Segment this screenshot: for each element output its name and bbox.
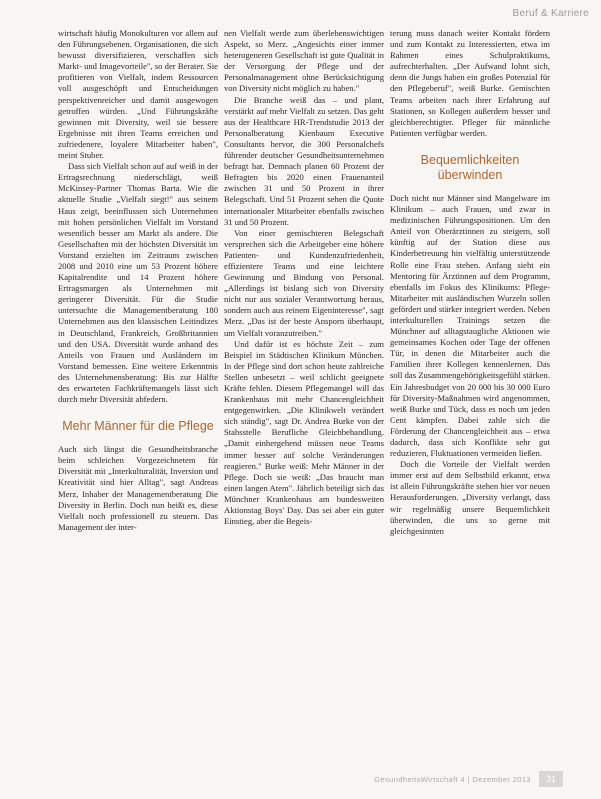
paragraph: Doch nicht nur Männer sind Mangelware im Klinikum – auch Frauen, und zwar in medizinischen Führungspositionen. Um den Anteil von Oberärztinnen zu steigern, soll künftig auf der Station diese aus Kinderbetreuung hin vielfältig unterstützende Rolle eine Frau stehen. Anfang sieht ein Mentoring für Ärztinnen auf dem Programm, ebenfalls im Fokus des Klinikums: Pflege-Mitarbeiter mit ausländischen Wurzeln sollen gefördert und stärker integriert werden. Neben interkulturellen Trainings setzen die Münchner auf alltagstaugliche Aktionen wie gemeinsames Kochen oder Tage der offenen Tür, in denen die Mitarbeiter auch die Familien ihrer Kollegen kennenlernen. Das soll das Zusammengehörigkeitsgefühl stärken. Ein Jahresbudget von 20 000 bis 30 000 Euro für Diversity-Maßnahmen wird angenommen, weiß Burke und Tück, dass es noch um jeden Cent kämpfen. Dabei zahle sich die Förderung der Chancengleichheit aus – etwa dadurch, dass sich Konflikte sehr gut reduzieren, Fluktuationen vermeiden ließen. bbox=[390, 192, 550, 459]
paragraph: Auch sich längst die Gesundheitsbranche beim schleichen Vorgezeichnetem für Diversität mit „Interkulturalität, Inversion und Kreativität sind hier Alltag", sagt Andreas Merz, Inhaber der Managementberatung Die Diversity in Berlin. Doch nun heißt es, diese Vielfalt noch professionell zu steuern. Das Management der inter- bbox=[58, 444, 218, 532]
section-header: Beruf & Karriere bbox=[512, 8, 589, 19]
column-1 bbox=[58, 28, 218, 756]
paragraph: nen Vielfalt werde zum überlebenswichtigen Aspekt, so Merz. „Angesichts einer immer heterogeneren Gesellschaft ist gute Qualität in der Versorgung der Pflege und der Personalmanagement ohne Berücksichtigung von Diversity nicht möglich zu haben." bbox=[224, 28, 384, 94]
paragraph: wirtschaft häufig Monokulturen vor allem auf den Führungsebenen. Organisationen, die sich bewusst diversifizieren, verschaffen sich Markt- und Imagevorteile", so der Berater. Sie profitieren von Vielfalt, indem Ressourcen voll ausgeschöpft und Entscheidungen perspektivenreicher und damit ausgewogen getroffen würden. „Und Führungskräfte gewinnen mit Diversity, weil sie bessere Ergebnisse mit ihren Teams erreichen und zufriedenere, loyalere Mitarbeiter haben", meint Stuber. bbox=[58, 28, 218, 161]
article-body bbox=[58, 28, 550, 756]
subheading-mehr-maenner: Mehr Männer für die Pflege bbox=[62, 419, 214, 434]
paragraph: Dass sich Vielfalt schon auf auf weiß in der Ertragsrechnung niederschlägt, weiß McKinsey-Partner Thomas Barta. Wie die aktuelle Studie „Vielfalt siegt!" aus seinem Haus zeigt, beeinflussen sich Unternehmen mit hohen persönlichen Vielfalt im Vorstand wesentlich besser am Markt als andere. Die Gesellschaften mit der höchsten Diversität im Vorstand erzielten im Zeitraum zwischen 2008 und 2010 eine um 53 Prozent höhere Kapitalrendite und 14 Prozent höhere Ertragsmargen als Unternehmen mit geringerer Diversität. Für die Studie untersuchte die Managementberatung 180 Unternehmen aus den klassischen Leitindizes in Deutschland, Frankreich, Großbritannien und den USA. Diversität wurde anhand des Anteils von Frauen und Ausländern im Vorstand bemessen. Eine weitere Erkenntnis des Unternehmensberatung: Bis zur Hälfte des erwarteten Fachkräftemangels lässt sich durch mehr Diversität abfedern. bbox=[58, 161, 218, 405]
column-3 bbox=[390, 28, 550, 756]
page-number: 31 bbox=[539, 771, 563, 787]
paragraph: Doch die Vorteile der Vielfalt werden immer erst auf dem Selbstbild erkannt, etwa ist allein Führungskräfte stehen hier vor neuen Herausforderungen. „Diversity verlangt, dass wir regelmäßig unsere Bequemlichkeit überwinden, die uns so gerne mit gleichgesinnten bbox=[390, 459, 550, 536]
page-footer bbox=[0, 769, 601, 791]
paragraph: Die Branche weiß das – und plant, verstärkt auf mehr Vielfalt zu setzen. Das geht aus der Healthcare HR-Trendstudie 2013 der Personalberatung Kienbaum Executive Consultants hervor, die 300 Personalchefs führender deutscher Gesundheitsunternehmen befragt hat. Demnach planen 60 Prozent der Befragten bis 2020 einen Frauenanteil zwischen 31 und 50 Prozent in ihrer Belegschaft. Und 51 Prozent sehen die Quote internationaler Mitarbeiter ebenfalls zwischen 31 und 50 Prozent. bbox=[224, 94, 384, 227]
paragraph: terung muss danach weiter Kontakt fördern und zum Kontakt zu Interessierten, etwa im Rahmen eines Schulpraktikums, aufrechterhalten. „Der Aufwand lohnt sich, denn die Jungs haben ein großes Potenzial für den Pflegeberuf", weiß Burke. Gemischten Teams arbeiten nach ihrer Erfahrung auf Stationen, so Kollegen außerdem besser und gleichberechtigter. Pfleger für männliche Patienten verfügbar werden. bbox=[390, 28, 550, 138]
paragraph: Und dafür ist es höchste Zeit – zum Beispiel im Städtischen Klinikum München. In der Pflege sind dort schon heute zahlreiche Stellen unbesetzt – weil schlicht geeignete Kräfte fehlen. Diesem Pflegemangel will das Krankenhaus mit mehr Chancengleichheit entgegenwirken. „Die Klinikwelt verändert sich ständig", sagt Dr. Andrea Burke von der Stabsstelle Berufliche Gleichbehandlung. „Damit einhergehend müssen neue Teams immer besser auf solche Veränderungen reagieren." Burke weiß: Mehr Männer in der Pflege. Doch sie weiß: „Das braucht man einen langen Atem". Jährlich beteiligt sich das Münchner Krankenhaus am bundesweiten Aktionstag Boys' Day. Das sei aber ein guter Einstieg, aber die Begeis- bbox=[224, 338, 384, 527]
paragraph: Von einer gemischteren Belegschaft versprechen sich die Arbeitgeber eine höhere Patienten- und Kundenzufriedenheit, effizientere Teams und eine leichtere Gewinnung und Bindung von Personal. „Allerdings ist bislang sich von Diversity nicht nur aus sozialer Verantwortung heraus, sondern auch aus reinem Eigeninteresse", sagt Merz. „Das ist der beste Ansporn überhaupt, um Vielfalt voranzutreiben." bbox=[224, 227, 384, 338]
column-2 bbox=[224, 28, 384, 756]
subheading-bequemlichkeiten: Bequemlichkeiten überwinden bbox=[420, 152, 520, 182]
publication-line: GesundheitsWirtschaft 4 | Dezember 2013 bbox=[374, 775, 531, 784]
